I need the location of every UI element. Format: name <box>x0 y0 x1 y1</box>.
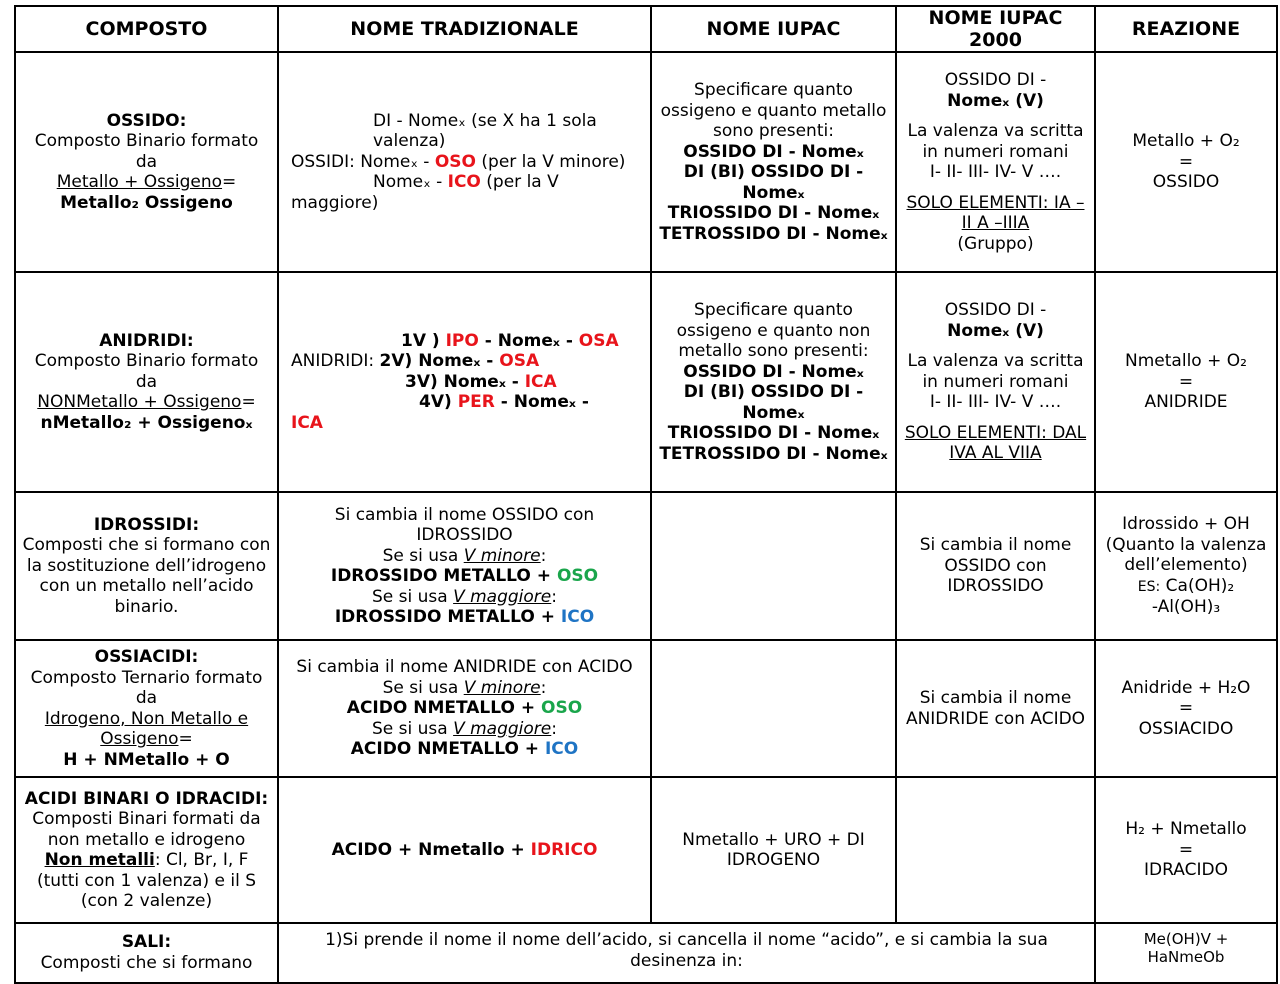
compound-title: IDROSSIDI: <box>93 514 200 535</box>
cell-composto-anidridi: ANIDRIDI: Composto Binario formato da NONMetallo + Ossigeno= nMetallo₂ + Ossigenoₓ <box>15 272 278 492</box>
cell-iupac2000-idrossidi: Si cambia il nome OSSIDO con IDROSSIDO <box>896 492 1095 640</box>
cell-tradizionale-anidridi: 1V ) IPO - Nomeₓ - OSA ANIDRIDI: 2V) Nomeₓ - OSA 3V) Nomeₓ - ICA 4V) PER - Nomeₓ - ICA <box>278 272 651 492</box>
cell-iupac-anidridi: Specificare quanto ossigeno e quanto non metallo sono presenti: OSSIDO DI - Nomeₓ DI (BI) OSSIDO DI - Nomeₓ TRIOSSIDO DI - Nomeₓ TETROSSIDO DI - Nomeₓ <box>651 272 896 492</box>
compound-title: ANIDRIDI: <box>99 330 194 351</box>
cell-composto-ossiacidi: OSSIACIDI: Composto Ternario formato da Idrogeno, Non Metallo e Ossigeno= H + NMetallo + O <box>15 640 278 777</box>
cell-tradizionale-idracidi: ACIDO + Nmetallo + IDRICO <box>278 777 651 923</box>
table-row-ossiacidi <box>15 640 1277 777</box>
cell-composto-idrossidi: IDROSSIDI: Composti che si formano con la sostituzione dell’idrogeno con un metallo nell’acido binario. <box>15 492 278 640</box>
cell-reazione-idracidi: H₂ + Nmetallo = IDRACIDO <box>1095 777 1277 923</box>
cell-reazione-anidridi: Nmetallo + O₂ = ANIDRIDE <box>1095 272 1277 492</box>
compound-formula: H + NMetallo + O <box>63 749 230 770</box>
cell-iupac-idracidi: Nmetallo + URO + DI IDROGENO <box>651 777 896 923</box>
cell-composto-sali: SALI: Composti che si formano <box>15 923 278 983</box>
cell-reazione-ossiacidi: Anidride + H₂O = OSSIACIDO <box>1095 640 1277 777</box>
header-nome-iupac: NOME IUPAC <box>651 6 896 52</box>
header-composto: COMPOSTO <box>15 6 278 52</box>
cell-tradizionale-ossido: DI - Nomeₓ (se X ha 1 sola valenza) OSSIDI: Nomeₓ - OSO (per la V minore) Nomeₓ - ICO (per la V maggiore) <box>278 52 651 272</box>
cell-tradizionale-sali: 1)Si prende il nome il nome dell’acido, si cancella il nome “acido”, e si cambia la sua desinenza in: <box>278 923 1095 983</box>
cell-composto-idracidi: ACIDI BINARI O IDRACIDI: Composti Binari formati da non metallo e idrogeno Non metalli: Cl, Br, I, F (tutti con 1 valenza) e il S (con 2 valenze) <box>15 777 278 923</box>
header-nome-iupac-2000: NOME IUPAC 2000 <box>896 6 1095 52</box>
cell-reazione-ossido: Metallo + O₂ = OSSIDO <box>1095 52 1277 272</box>
table-row-ossido <box>15 52 1277 272</box>
table-row-idrossidi <box>15 492 1277 640</box>
cell-iupac2000-ossiacidi: Si cambia il nome ANIDRIDE con ACIDO <box>896 640 1095 777</box>
cell-tradizionale-idrossidi: Si cambia il nome OSSIDO con IDROSSIDO Se si usa V minore: IDROSSIDO METALLO + OSO Se si usa V maggiore: IDROSSIDO METALLO + ICO <box>278 492 651 640</box>
cell-iupac-ossiacidi <box>651 640 896 777</box>
compound-formula: Metallo₂ Ossigeno <box>60 192 233 213</box>
table-row-anidridi <box>15 272 1277 492</box>
compound-title: ACIDI BINARI O IDRACIDI: <box>24 788 269 809</box>
chemistry-nomenclature-table <box>14 5 1278 984</box>
cell-iupac2000-ossido: OSSIDO DI - Nomeₓ (V) La valenza va scritta in numeri romani I- II- III- IV- V …. SOLO ELEMENTI: IA – II A –IIIA (Gruppo) <box>896 52 1095 272</box>
cell-iupac-ossido: Specificare quanto ossigeno e quanto metallo sono presenti: OSSIDO DI - Nomeₓ DI (BI) OSSIDO DI - Nomeₓ TRIOSSIDO DI - Nomeₓ TETROSSIDO DI - Nomeₓ <box>651 52 896 272</box>
table-row-idracidi <box>15 777 1277 923</box>
table-row-sali <box>15 923 1277 983</box>
header-row <box>15 6 1277 52</box>
compound-title: SALI: <box>121 932 172 952</box>
cell-composto-ossido: OSSIDO: Composto Binario formato da Metallo + Ossigeno= Metallo₂ Ossigeno <box>15 52 278 272</box>
cell-reazione-idrossidi: Idrossido + OH (Quanto la valenza dell’elemento) ES: Ca(OH)₂ -Al(OH)₃ <box>1095 492 1277 640</box>
cell-iupac2000-anidridi: OSSIDO DI - Nomeₓ (V) La valenza va scritta in numeri romani I- II- III- IV- V …. SOLO ELEMENTI: DAL IVA AL VIIA <box>896 272 1095 492</box>
compound-title: OSSIACIDI: <box>94 647 199 667</box>
compound-formula: nMetallo₂ + Ossigenoₓ <box>40 412 253 433</box>
compound-title: OSSIDO: <box>106 110 187 131</box>
cell-tradizionale-ossiacidi: Si cambia il nome ANIDRIDE con ACIDO Se si usa V minore: ACIDO NMETALLO + OSO Se si usa V maggiore: ACIDO NMETALLO + ICO <box>278 640 651 777</box>
header-nome-tradizionale: NOME TRADIZIONALE <box>278 6 651 52</box>
header-reazione: REAZIONE <box>1095 6 1277 52</box>
cell-iupac-idrossidi <box>651 492 896 640</box>
cell-reazione-sali: Me(OH)V + HaNmeOb <box>1095 923 1277 983</box>
cell-iupac2000-idracidi <box>896 777 1095 923</box>
